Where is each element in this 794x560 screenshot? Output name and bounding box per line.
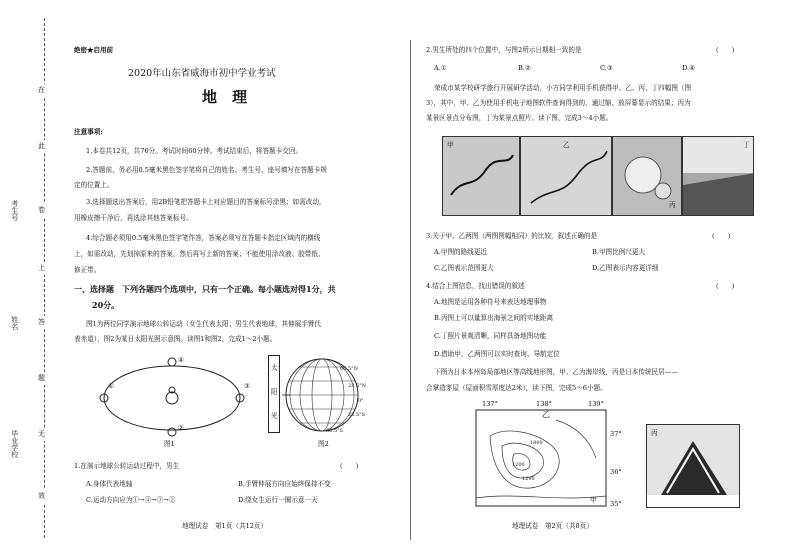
- binding-char: 题: [38, 372, 45, 385]
- section-title-cont: 20分。: [92, 300, 120, 310]
- binding-strip: [0, 0, 64, 560]
- q2-option-a: A.①: [434, 64, 447, 72]
- photo-label: 乙: [563, 141, 570, 149]
- binding-label-school: 毕业学校: [10, 430, 19, 458]
- notice-line: 上，如需改动，先划掉原来的答案，然后再写上新的答案；不能使用涂改液、胶带纸、: [74, 250, 325, 258]
- page-footer: 地理试卷 第2页（共8页）: [512, 522, 593, 530]
- q1-option-c: C.运动方向应为①→④→③→②: [86, 496, 176, 504]
- q1-option-d: D.绕女生运行一圈示意一天: [238, 496, 318, 504]
- page-divider: [410, 40, 411, 540]
- page-footer: 地理试卷 第1页（共12页）: [182, 522, 268, 530]
- notice-line: 用橡皮擦干净后，再选涂其他答案标号。: [74, 214, 193, 222]
- section-title: 一、选择题 下列各题四个选项中，只有一个正确。每小题选对得1分，共: [74, 284, 336, 294]
- fig2-sunlight-box: [268, 355, 280, 433]
- q4-option-c: C.丁照片景观清晰，同样具备地图功能: [434, 332, 547, 340]
- intro-line: 3），其中，甲、乙为使用手机电子地图软件查询得到的，通过缩、放屏幕显示的结果；丙为: [426, 99, 691, 107]
- map-height: 1200: [512, 462, 525, 468]
- notice-line: 修正带。: [74, 266, 101, 274]
- question-3: 3.关于甲、乙两图（两图图幅相同）的比较，叙述正确的是: [426, 232, 598, 240]
- binding-label-name: 姓名: [10, 316, 19, 330]
- notice-line: 定的位置上。: [74, 181, 114, 189]
- notice-line: 1.本卷共12页，共70分。考试时间60分钟。考试结束后，将答题卡交回。: [86, 147, 303, 155]
- binding-char: 效: [38, 490, 45, 503]
- secret-label: 绝密★启用前: [74, 46, 113, 54]
- fig1-pos-label: ①: [108, 382, 114, 390]
- photo-ding: [682, 136, 754, 216]
- map-lat-label: 35°: [610, 500, 622, 508]
- fig2-lat-label: 66.5°S: [326, 428, 344, 434]
- map-height: 1290: [522, 476, 535, 482]
- photo-label: 丙: [651, 429, 658, 437]
- photo-yi: [520, 136, 612, 216]
- binding-char: 答: [38, 316, 45, 329]
- q4-option-b: B.丙图上可以量算出海景之间的实地距离: [434, 314, 554, 322]
- answer-paren: ( ): [716, 282, 735, 290]
- q4-option-a: A.地图是运用各种符号来表达地理事物: [434, 298, 547, 306]
- fig1-pos-label: ④: [178, 356, 184, 364]
- notice-heading: 注意事项:: [74, 128, 103, 136]
- intro-line: 图1为两位同学演示地球公转运动（女生代表太阳；男生代表地球，其伸展手臂代: [86, 320, 321, 328]
- intro-line: 合掌造茅屋（屋面积雪厚度达2米），读下图，完成5～6小题。: [426, 384, 607, 392]
- photo-label: 丁: [743, 141, 750, 149]
- q1-option-b: B.手臂伸展方向应始终保持不变: [238, 480, 331, 488]
- map-label-jia: 甲: [590, 496, 597, 504]
- notice-line: 3.选择题选出答案后，用2B铅笔把答题卡上对应题目的答案标号涂黑；如需改动，: [86, 198, 326, 206]
- photo-label: 甲: [447, 141, 454, 149]
- question-1: 1.在演示地球公转运动过程中，男生: [74, 462, 180, 470]
- answer-paren: ( ): [716, 46, 735, 54]
- fig2-lat-label: 66.5°N: [340, 366, 359, 372]
- map-lon-label: 139°: [588, 400, 604, 408]
- fig1-caption: 图1: [164, 440, 175, 448]
- map-lat-label: 37°: [610, 430, 622, 438]
- map-height: 1800: [530, 440, 543, 446]
- photo-bing: [612, 136, 682, 216]
- fig2-caption: 图2: [318, 440, 329, 448]
- q3-option-d: D.乙图表示内容更详细: [592, 264, 659, 272]
- intro-line: 荣成市某学校研学旅行开展研学活动，小方同学利用手机获得甲、乙、丙、丁四幅图（图: [434, 84, 692, 92]
- question-2: 2.男生所处的四个位置中，与图2所示日期相一致的是: [426, 46, 582, 54]
- q3-option-b: B.甲图比例尺更大: [592, 248, 646, 256]
- binding-char: 上: [38, 262, 45, 275]
- q2-option-b: B.②: [518, 64, 531, 72]
- intro-line: 表赤道），图2为某日太阳光照示意图。读图1和图2，完成1～2小题。: [74, 335, 277, 343]
- binding-char: 此: [38, 140, 45, 153]
- binding-char: 卷: [38, 204, 45, 217]
- exam-title: 2020年山东省威海市初中学业考试: [128, 68, 276, 79]
- answer-paren: ( ): [340, 462, 359, 470]
- map-label-yi: 乙: [542, 410, 550, 419]
- map-lon-label: 137°: [482, 400, 498, 408]
- fig2-lat-label: 23.5°N: [348, 383, 367, 389]
- figure1-orbit: [94, 352, 250, 444]
- binding-label-examno: 考生号: [10, 200, 19, 221]
- q3-option-a: A.甲图的路线更近: [434, 248, 488, 256]
- q2-option-d: D.④: [682, 64, 696, 72]
- map-lat-label: 36°: [610, 468, 622, 476]
- photo-jia: [442, 136, 520, 216]
- fig2-sun-char: 阳: [271, 388, 278, 396]
- left-page: [72, 0, 402, 560]
- intro-line: 某景区景点分布图，丁为某景点照片。读下图，完成3～4小题。: [426, 114, 613, 122]
- right-page: [420, 0, 754, 560]
- map-lon-label: 138°: [536, 400, 552, 408]
- fig2-lat-label: 0°: [358, 398, 364, 404]
- photo-label: 丙: [669, 201, 676, 209]
- fig2-sun-char: 光: [271, 412, 278, 420]
- fig2-sun-char: 太: [271, 364, 278, 372]
- photo-farmhouse: [646, 424, 740, 508]
- intro-line: 下图为日本本州岛局部地区等高线地形图，甲、乙为海岸线，丙是日本传统民居——: [434, 368, 678, 376]
- notice-line: 2.答题前，务必用0.5毫米黑色签字笔将自己的姓名、考生号、座号填写在答题卡规: [86, 166, 327, 174]
- answer-paren: ( ): [712, 232, 731, 240]
- q1-option-a: A.身体代表地轴: [86, 480, 133, 488]
- q4-option-d: D.借助甲、乙两图可以实时查询、导航定位: [434, 350, 560, 358]
- fig1-pos-label: ②: [178, 424, 184, 432]
- notice-line: 4.综合题必须用0.5毫米黑色签字笔作答，答案必须写在答题卡指定区域内的横线: [86, 234, 321, 242]
- binding-char: 无: [38, 428, 45, 441]
- question-4: 4.结合上图信息，找出错误的叙述: [426, 282, 525, 290]
- subject-title: 地 理: [202, 88, 248, 106]
- q3-option-c: C.乙图表示范围更大: [434, 264, 494, 272]
- binding-char: 在: [38, 84, 45, 97]
- fig2-lat-label: 23.5°S: [348, 412, 366, 418]
- fig1-pos-label: ③: [244, 382, 250, 390]
- q2-option-c: C.③: [600, 64, 613, 72]
